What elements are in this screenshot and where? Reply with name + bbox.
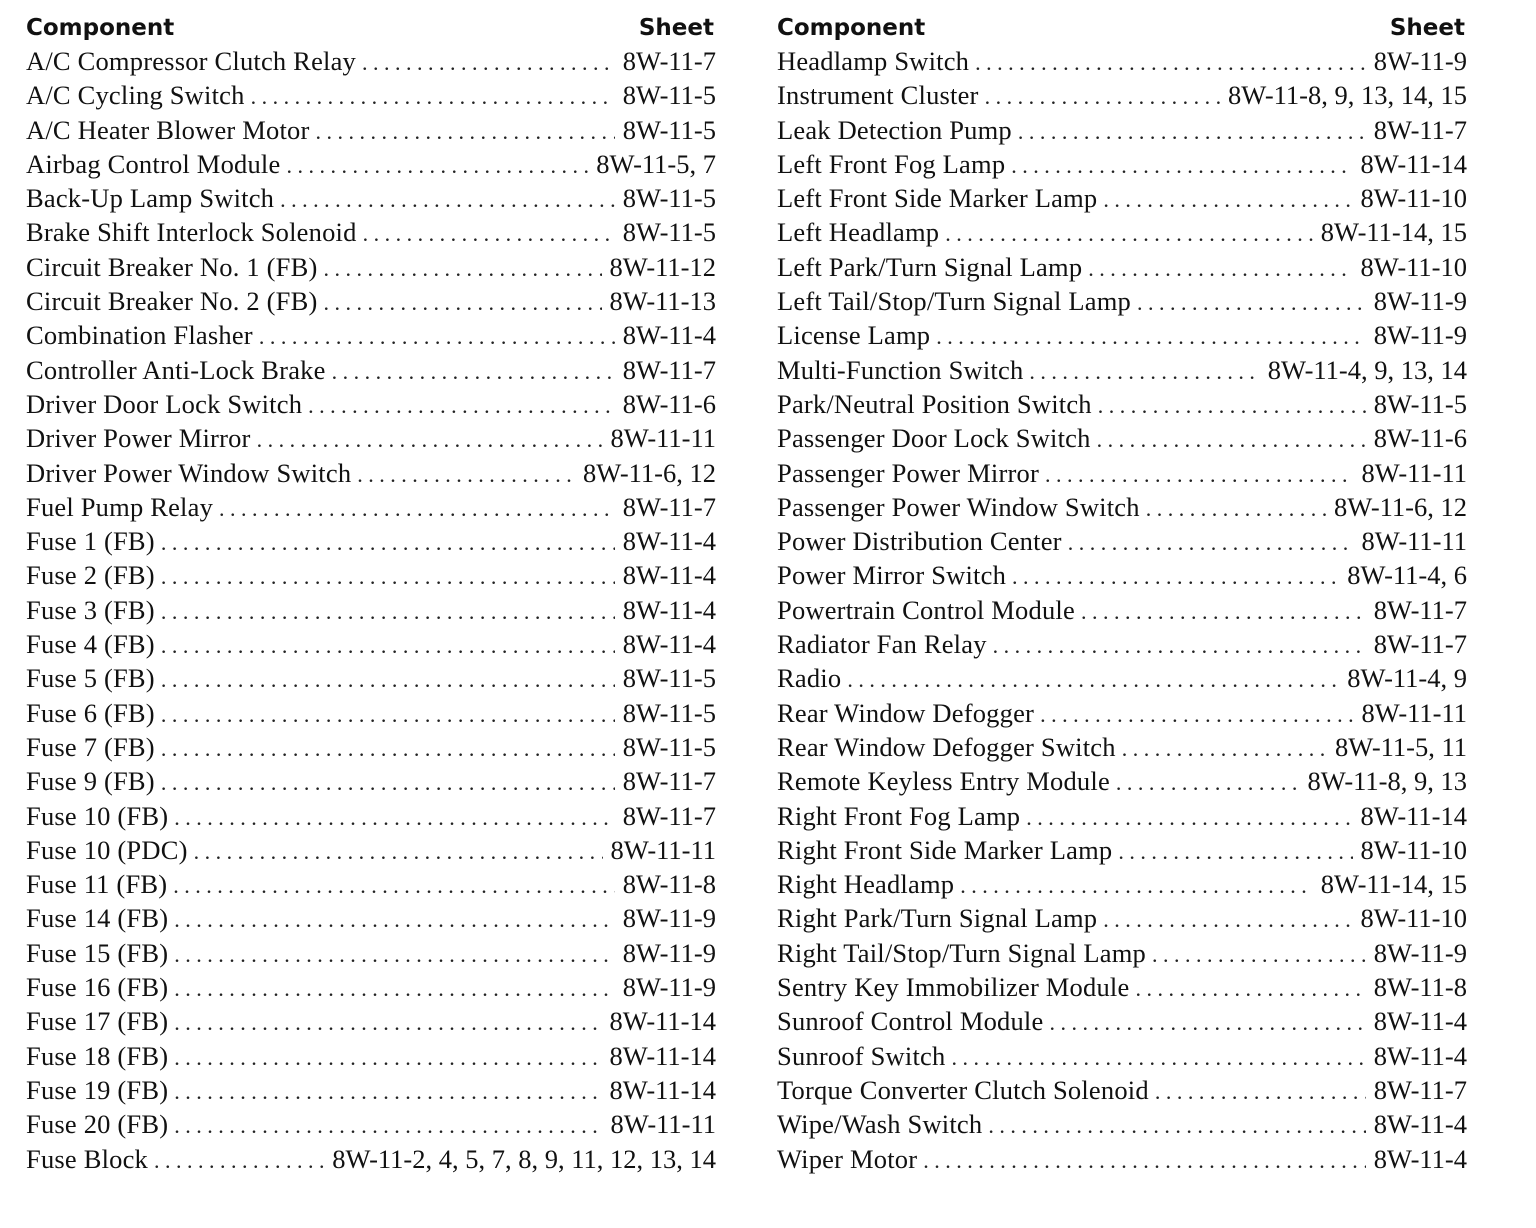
list-item [777, 627, 1467, 661]
component-name: A/C Compressor Clutch Relay [26, 46, 356, 76]
list-item [26, 387, 716, 421]
sheet-reference: 8W-11-9 [622, 937, 716, 968]
sheet-reference: 8W-11-14, 15 [1320, 869, 1467, 900]
component-name: Power Mirror Switch [777, 560, 1007, 591]
component-name: Right Front Fog Lamp [777, 800, 1021, 831]
sheet-reference: 8W-11-7 [622, 354, 716, 385]
right-column [777, 12, 1467, 1176]
sheet-reference: 8W-11-9 [1373, 286, 1467, 317]
component-name: Fuse 11 (FB) [26, 869, 168, 900]
component-name: Airbag Control Module [26, 148, 281, 179]
dot-leader [1040, 698, 1353, 730]
sheet-reference: 8W-11-9 [622, 903, 716, 934]
dot-leader [324, 252, 602, 284]
list-item [26, 78, 716, 112]
dot-leader [945, 217, 1313, 249]
dot-leader [1137, 286, 1366, 318]
dot-leader [1068, 526, 1354, 558]
sheet-reference: 8W-11-7 [1373, 629, 1467, 660]
component-name: Fuse 18 (FB) [26, 1040, 169, 1071]
sheet-reference: 8W-11-4 [1373, 1006, 1467, 1037]
list-item [26, 593, 716, 627]
list-item [777, 147, 1467, 181]
list-item [26, 799, 716, 833]
list-item [777, 696, 1467, 730]
list-item [777, 901, 1467, 935]
dot-leader [280, 183, 615, 215]
component-name: Right Headlamp [777, 869, 955, 900]
sheet-reference: 8W-11-14 [1360, 800, 1467, 831]
column-header [26, 12, 716, 44]
dot-leader [259, 320, 615, 352]
dot-leader [1118, 835, 1352, 867]
sheet-reference: 8W-11-7 [1373, 114, 1467, 145]
component-name: Sentry Key Immobilizer Module [777, 972, 1130, 1003]
component-name: Right Tail/Stop/Turn Signal Lamp [777, 937, 1146, 968]
list-item [26, 627, 716, 661]
sheet-reference: 8W-11-6, 12 [583, 457, 716, 488]
component-name: Circuit Breaker No. 1 (FB) [26, 251, 318, 282]
list-item [777, 113, 1467, 147]
list-item [26, 215, 716, 249]
dot-leader [251, 80, 615, 112]
dot-leader [154, 1144, 324, 1176]
component-name: Combination Flasher [26, 320, 253, 351]
component-name: Circuit Breaker No. 2 (FB) [26, 286, 318, 317]
component-name: Rear Window Defogger [777, 697, 1035, 728]
component-name: Remote Keyless Entry Module [777, 766, 1110, 797]
sheet-reference: 8W-11-4 [622, 320, 716, 351]
component-header: Component [26, 15, 175, 41]
sheet-reference: 8W-11-7 [622, 800, 716, 831]
list-item [777, 524, 1467, 558]
dot-leader [1081, 595, 1366, 627]
list-item [26, 1004, 716, 1038]
component-name: A/C Cycling Switch [26, 80, 245, 111]
sheet-reference: 8W-11-9 [1373, 937, 1467, 968]
component-name: Fuse 14 (FB) [26, 903, 169, 934]
sheet-reference: 8W-11-2, 4, 5, 7, 8, 9, 11, 12, 13, 14 [332, 1143, 716, 1174]
component-name: Left Front Fog Lamp [777, 148, 1006, 179]
dot-leader [1029, 355, 1259, 387]
component-name: License Lamp [777, 320, 931, 351]
dot-leader [174, 938, 615, 970]
component-name: Fuse 1 (FB) [26, 526, 155, 557]
sheet-reference: 8W-11-4, 9, 13, 14 [1267, 354, 1467, 385]
dot-leader [1045, 458, 1354, 490]
dot-leader [161, 595, 615, 627]
list-item [777, 1107, 1467, 1141]
component-name: Fuse 5 (FB) [26, 663, 155, 694]
sheet-reference: 8W-11-4 [622, 560, 716, 591]
dot-leader [219, 492, 615, 524]
dot-leader [174, 1006, 601, 1038]
dot-leader [985, 80, 1220, 112]
dot-leader [1097, 423, 1366, 455]
sheet-reference: 8W-11-9 [622, 972, 716, 1003]
list-item [777, 593, 1467, 627]
dot-leader [174, 801, 615, 833]
component-name: Right Front Side Marker Lamp [777, 834, 1113, 865]
dot-leader [1018, 115, 1366, 147]
sheet-reference: 8W-11-4 [622, 526, 716, 557]
list-item [777, 318, 1467, 352]
dot-leader [316, 115, 615, 147]
list-item [26, 113, 716, 147]
sheet-reference: 8W-11-10 [1360, 834, 1467, 865]
component-name: Radiator Fan Relay [777, 629, 987, 660]
dot-leader [362, 46, 615, 78]
list-item [26, 833, 716, 867]
column-header [777, 12, 1467, 44]
dot-leader [1011, 149, 1352, 181]
dot-leader [1026, 801, 1352, 833]
component-name: Driver Power Mirror [26, 423, 251, 454]
dot-leader [174, 972, 615, 1004]
list-item [777, 284, 1467, 318]
dot-leader [1146, 492, 1326, 524]
sheet-reference: 8W-11-9 [1373, 46, 1467, 76]
list-item [26, 1107, 716, 1141]
component-name: Sunroof Control Module [777, 1006, 1044, 1037]
list-item [777, 387, 1467, 421]
sheet-reference: 8W-11-5, 7 [596, 148, 716, 179]
sheet-reference: 8W-11-6, 12 [1334, 491, 1467, 522]
list-item [777, 867, 1467, 901]
list-item [26, 764, 716, 798]
list-item [777, 799, 1467, 833]
dot-leader [1103, 903, 1352, 935]
dot-leader [174, 1075, 601, 1107]
component-name: Fuse 7 (FB) [26, 731, 155, 762]
dot-leader [1012, 560, 1339, 592]
component-name: Fuse Block [26, 1143, 148, 1174]
dot-leader [1116, 766, 1300, 798]
component-name: Right Park/Turn Signal Lamp [777, 903, 1098, 934]
sheet-reference: 8W-11-11 [1361, 697, 1467, 728]
component-name: Fuse 9 (FB) [26, 766, 155, 797]
dot-leader [161, 732, 615, 764]
sheet-reference: 8W-11-5 [622, 114, 716, 145]
component-name: Multi-Function Switch [777, 354, 1024, 385]
component-name: Headlamp Switch [777, 46, 970, 76]
dot-leader [161, 698, 615, 730]
list-item [777, 936, 1467, 970]
component-header: Component [777, 15, 926, 41]
component-name: Rear Window Defogger Switch [777, 731, 1116, 762]
list-item [26, 1039, 716, 1073]
dot-leader [174, 903, 615, 935]
dot-leader [174, 1041, 601, 1073]
list-item [777, 456, 1467, 490]
sheet-reference: 8W-11-8 [622, 869, 716, 900]
component-name: Passenger Power Mirror [777, 457, 1039, 488]
sheet-reference: 8W-11-4, 6 [1347, 560, 1467, 591]
list-item [26, 970, 716, 1004]
dot-leader [286, 149, 588, 181]
component-list [26, 44, 716, 1176]
sheet-reference: 8W-11-10 [1360, 251, 1467, 282]
sheet-reference: 8W-11-4, 9 [1347, 663, 1467, 694]
sheet-reference: 8W-11-5 [622, 217, 716, 248]
sheet-reference: 8W-11-12 [609, 251, 716, 282]
list-item [777, 970, 1467, 1004]
dot-leader [308, 389, 615, 421]
dot-leader [324, 286, 602, 318]
component-name: Left Headlamp [777, 217, 940, 248]
list-item [777, 1004, 1467, 1038]
list-item [777, 215, 1467, 249]
component-name: Torque Converter Clutch Solenoid [777, 1074, 1149, 1105]
dot-leader [1122, 732, 1327, 764]
sheet-reference: 8W-11-8, 9, 13 [1307, 766, 1467, 797]
sheet-reference: 8W-11-8, 9, 13, 14, 15 [1228, 80, 1467, 111]
sheet-reference: 8W-11-10 [1360, 903, 1467, 934]
dot-leader [1155, 1075, 1366, 1107]
component-name: Power Distribution Center [777, 526, 1062, 557]
component-name: Sunroof Switch [777, 1040, 946, 1071]
list-item [26, 696, 716, 730]
component-name: Left Tail/Stop/Turn Signal Lamp [777, 286, 1131, 317]
list-item [26, 318, 716, 352]
list-item [26, 558, 716, 592]
component-name: Back-Up Lamp Switch [26, 183, 275, 214]
dot-leader [332, 355, 615, 387]
sheet-reference: 8W-11-7 [1373, 1074, 1467, 1105]
sheet-reference: 8W-11-14 [609, 1040, 716, 1071]
sheet-reference: 8W-11-11 [610, 423, 716, 454]
sheet-reference: 8W-11-5 [1373, 388, 1467, 419]
list-item [777, 78, 1467, 112]
sheet-reference: 8W-11-11 [1361, 526, 1467, 557]
list-item [777, 44, 1467, 78]
sheet-reference: 8W-11-5 [622, 663, 716, 694]
list-item [777, 353, 1467, 387]
sheet-reference: 8W-11-11 [610, 1109, 716, 1140]
component-name: Fuse 2 (FB) [26, 560, 155, 591]
dot-leader [161, 560, 615, 592]
component-name: Wipe/Wash Switch [777, 1109, 983, 1140]
dot-leader [1135, 972, 1365, 1004]
dot-leader [951, 1041, 1365, 1073]
component-name: Fuse 19 (FB) [26, 1074, 169, 1105]
dot-leader [357, 458, 575, 490]
list-item [26, 936, 716, 970]
list-item [777, 181, 1467, 215]
dot-leader [194, 835, 603, 867]
dot-leader [1098, 389, 1366, 421]
list-item [777, 764, 1467, 798]
component-name: Fuse 10 (FB) [26, 800, 169, 831]
component-name: Passenger Door Lock Switch [777, 423, 1091, 454]
list-item [777, 490, 1467, 524]
component-name: Passenger Power Window Switch [777, 491, 1140, 522]
list-item [777, 1142, 1467, 1176]
dot-leader [161, 526, 615, 558]
sheet-header: Sheet [638, 15, 714, 41]
list-item [26, 1073, 716, 1107]
list-item [26, 456, 716, 490]
component-name: Fuse 4 (FB) [26, 629, 155, 660]
component-name: Park/Neutral Position Switch [777, 388, 1092, 419]
component-name: Radio [777, 663, 842, 694]
component-name: Fuse 17 (FB) [26, 1006, 169, 1037]
sheet-reference: 8W-11-5 [622, 183, 716, 214]
list-item [26, 490, 716, 524]
sheet-reference: 8W-11-11 [1361, 457, 1467, 488]
list-item [26, 250, 716, 284]
component-name: Fuse 20 (FB) [26, 1109, 169, 1140]
component-name: Fuse 10 (PDC) [26, 834, 188, 865]
component-name: A/C Heater Blower Motor [26, 114, 310, 145]
component-name: Leak Detection Pump [777, 114, 1012, 145]
left-column [26, 12, 716, 1176]
list-item [26, 147, 716, 181]
dot-leader [1103, 183, 1352, 215]
dot-leader [1088, 252, 1352, 284]
sheet-reference: 8W-11-7 [622, 766, 716, 797]
sheet-header: Sheet [1389, 15, 1465, 41]
list-item [26, 1142, 716, 1176]
dot-leader [363, 217, 615, 249]
sheet-reference: 8W-11-13 [609, 286, 716, 317]
sheet-reference: 8W-11-9 [1373, 320, 1467, 351]
sheet-reference: 8W-11-5 [622, 697, 716, 728]
dot-leader [161, 663, 615, 695]
component-name: Fuse 6 (FB) [26, 697, 155, 728]
sheet-reference: 8W-11-11 [610, 834, 716, 865]
dot-leader [1152, 938, 1366, 970]
component-name: Left Front Side Marker Lamp [777, 183, 1098, 214]
list-item [26, 44, 716, 78]
component-name: Instrument Cluster [777, 80, 979, 111]
dot-leader [257, 423, 603, 455]
dot-leader [847, 663, 1339, 695]
sheet-reference: 8W-11-6 [622, 388, 716, 419]
dot-leader [161, 766, 615, 798]
dot-leader [993, 629, 1366, 661]
dot-leader [923, 1144, 1366, 1176]
list-item [26, 353, 716, 387]
list-item [26, 284, 716, 318]
list-item [777, 421, 1467, 455]
dot-leader [975, 46, 1366, 78]
sheet-reference: 8W-11-7 [622, 491, 716, 522]
sheet-reference: 8W-11-6 [1373, 423, 1467, 454]
dot-leader [960, 869, 1313, 901]
list-item [26, 181, 716, 215]
component-name: Left Park/Turn Signal Lamp [777, 251, 1083, 282]
list-item [26, 730, 716, 764]
sheet-reference: 8W-11-4 [1373, 1143, 1467, 1174]
sheet-reference: 8W-11-7 [1373, 594, 1467, 625]
dot-leader [936, 320, 1366, 352]
component-name: Powertrain Control Module [777, 594, 1075, 625]
sheet-reference: 8W-11-10 [1360, 183, 1467, 214]
sheet-reference: 8W-11-4 [1373, 1040, 1467, 1071]
sheet-reference: 8W-11-14 [1360, 148, 1467, 179]
list-item [777, 730, 1467, 764]
sheet-reference: 8W-11-4 [622, 594, 716, 625]
component-name: Brake Shift Interlock Solenoid [26, 217, 357, 248]
list-item [26, 867, 716, 901]
sheet-reference: 8W-11-5 [622, 80, 716, 111]
dot-leader [1049, 1006, 1365, 1038]
list-item [26, 524, 716, 558]
list-item [777, 1039, 1467, 1073]
component-name: Driver Power Window Switch [26, 457, 352, 488]
sheet-reference: 8W-11-14 [609, 1006, 716, 1037]
sheet-reference: 8W-11-8 [1373, 972, 1467, 1003]
list-item [777, 1073, 1467, 1107]
component-name: Fuse 15 (FB) [26, 937, 169, 968]
sheet-reference: 8W-11-7 [622, 46, 716, 76]
list-item [26, 901, 716, 935]
list-item [777, 661, 1467, 695]
component-name: Fuel Pump Relay [26, 491, 214, 522]
list-item [26, 421, 716, 455]
dot-leader [161, 629, 615, 661]
component-name: Driver Door Lock Switch [26, 388, 303, 419]
sheet-reference: 8W-11-4 [1373, 1109, 1467, 1140]
sheet-reference: 8W-11-14 [609, 1074, 716, 1105]
dot-leader [174, 1109, 602, 1141]
sheet-reference: 8W-11-14, 15 [1320, 217, 1467, 248]
component-name: Controller Anti-Lock Brake [26, 354, 326, 385]
dot-leader [988, 1109, 1365, 1141]
component-list [777, 44, 1467, 1176]
list-item [777, 833, 1467, 867]
sheet-reference: 8W-11-4 [622, 629, 716, 660]
component-name: Wiper Motor [777, 1143, 918, 1174]
list-item [26, 661, 716, 695]
component-name: Fuse 3 (FB) [26, 594, 155, 625]
dot-leader [173, 869, 614, 901]
list-item [777, 558, 1467, 592]
list-item [777, 250, 1467, 284]
sheet-reference: 8W-11-5 [622, 731, 716, 762]
sheet-reference: 8W-11-5, 11 [1335, 731, 1467, 762]
component-name: Fuse 16 (FB) [26, 972, 169, 1003]
